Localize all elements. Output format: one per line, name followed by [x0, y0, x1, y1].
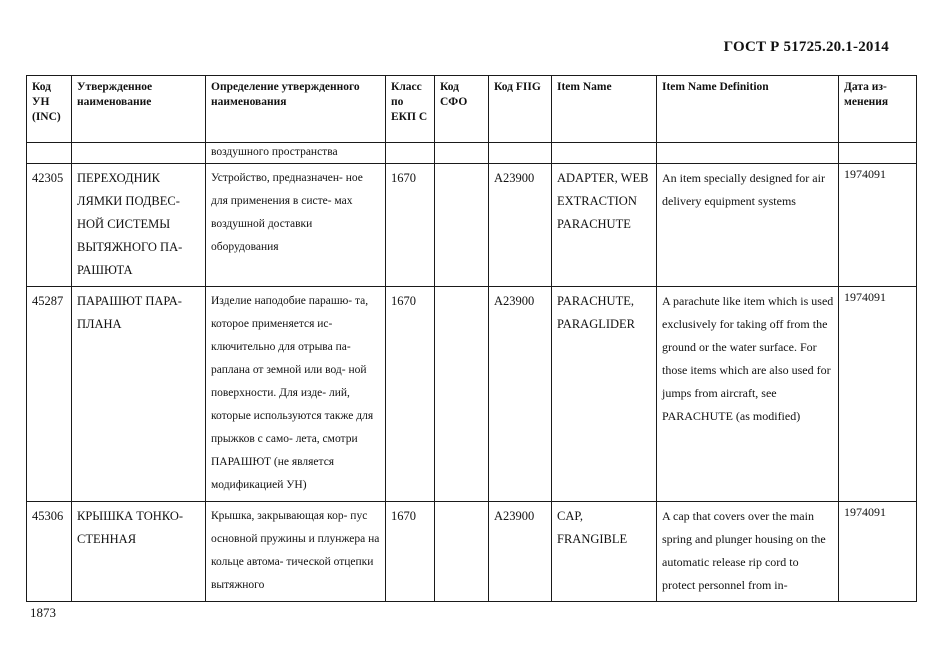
col-header-item-name: Item Name	[552, 76, 657, 143]
cell-inc: 45287	[27, 287, 72, 502]
cell-item-name: CAP, FRANGIBLE	[552, 502, 657, 602]
cell-sfo	[435, 164, 489, 287]
cell-name-ru: КРЫШКА ТОНКО- СТЕННАЯ	[72, 502, 206, 602]
cell-class: 1670	[386, 502, 435, 602]
cell-item-name: PARACHUTE, PARAGLIDER	[552, 287, 657, 502]
cell-class: 1670	[386, 164, 435, 287]
cell-fiig: A23900	[489, 502, 552, 602]
cell-definition-ru: Крышка, закрывающая кор- пус основной пружины и плунжера на кольце автома- тической отцепки вытяжного	[206, 502, 386, 602]
cell-fiig: A23900	[489, 164, 552, 287]
cell-name-ru: ПАРАШЮТ ПАРА- ПЛАНА	[72, 287, 206, 502]
col-header-name-ru: Утвержденное наименование	[72, 76, 206, 143]
cell-definition-en: A parachute like item which is used exclusively for taking off from the ground or the water surface. For those items which are also used for jumps from aircraft, see PARACHUTE (as modified)	[657, 287, 839, 502]
cell-date: 1974091	[839, 164, 917, 287]
continuation-text: воздушного пространства	[206, 143, 386, 164]
table-row	[27, 502, 917, 602]
classification-table	[26, 75, 917, 602]
cell-class: 1670	[386, 287, 435, 502]
cell-name-ru: ПЕРЕХОДНИК ЛЯМКИ ПОДВЕС- НОЙ СИСТЕМЫ ВЫТЯЖНОГО ПА- РАШЮТА	[72, 164, 206, 287]
cell-fiig: A23900	[489, 287, 552, 502]
col-header-inc: Код УН (INC)	[27, 76, 72, 143]
table-row	[27, 287, 917, 502]
col-header-item-definition: Item Name Definition	[657, 76, 839, 143]
cell-definition-en: An item specially designed for air delivery equipment systems	[657, 164, 839, 287]
cell-item-name: ADAPTER, WEB EXTRACTION PARACHUTE	[552, 164, 657, 287]
cell-definition-ru: Устройство, предназначен- ное для применения в систе- мах воздушной доставки оборудования	[206, 164, 386, 287]
standard-designation: ГОСТ Р 51725.20.1-2014	[723, 39, 889, 55]
col-header-class: Класс по ЕКП С	[386, 76, 435, 143]
col-header-date: Дата из- менения	[839, 76, 917, 143]
col-header-sfo: Код СФО	[435, 76, 489, 143]
cell-sfo	[435, 502, 489, 602]
col-header-definition-ru: Определение утвержденного наименования	[206, 76, 386, 143]
table-header-row	[27, 76, 917, 143]
continuation-row	[27, 143, 917, 164]
col-header-fiig: Код FIIG	[489, 76, 552, 143]
cell-date: 1974091	[839, 502, 917, 602]
cell-definition-en: A cap that covers over the main spring and plunger housing on the automatic release rip cord to protect personnel from in-	[657, 502, 839, 602]
cell-definition-ru: Изделие наподобие парашю- та, которое применяется ис- ключительно для отрыва па- раплана от земной или вод- ной поверхности. Для изде- лий, которые используются также для прыжков с само- лета, смотри ПАРАШЮТ (не является модификацией УН)	[206, 287, 386, 502]
cell-inc: 42305	[27, 164, 72, 287]
cell-sfo	[435, 287, 489, 502]
cell-date: 1974091	[839, 287, 917, 502]
page-number: 1873	[30, 605, 56, 620]
table-row	[27, 164, 917, 287]
cell-inc: 45306	[27, 502, 72, 602]
